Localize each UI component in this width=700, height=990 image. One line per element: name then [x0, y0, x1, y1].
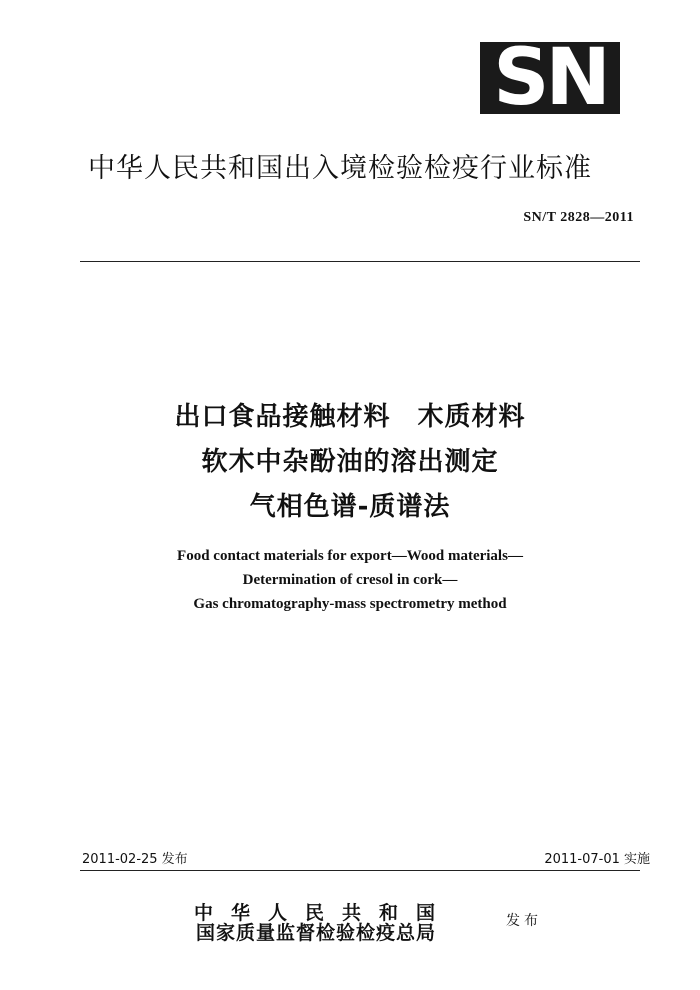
title-en-line-1: Food contact materials for export—Wood materials—	[177, 548, 523, 564]
sn-logo: SN	[480, 42, 620, 114]
publisher-line-1: 中华人民共和国	[194, 902, 454, 924]
publisher-line-2: 国家质量监督检验检疫总局	[196, 922, 437, 944]
title-zh-line-1: 出口食品接触材料 木质材料	[174, 402, 526, 432]
issue-date: 2011-02-25 发布	[82, 852, 188, 867]
issuing-authority-header: 中华人民共和国出入境检验检疫行业标准	[88, 153, 592, 184]
footer-divider	[80, 870, 640, 871]
title-en-line-2: Determination of cresol in cork—	[242, 572, 458, 588]
release-label: 发布	[506, 913, 542, 929]
implementation-date: 2011-07-01 实施	[544, 852, 650, 867]
title-zh-line-3: 气相色谱-质谱法	[249, 492, 451, 522]
title-en-line-3: Gas chromatography-mass spectrometry method	[193, 596, 507, 612]
header-divider	[80, 261, 640, 262]
title-zh-line-2: 软木中杂酚油的溶出测定	[201, 447, 499, 477]
standard-number: SN/T 2828—2011	[523, 210, 634, 225]
